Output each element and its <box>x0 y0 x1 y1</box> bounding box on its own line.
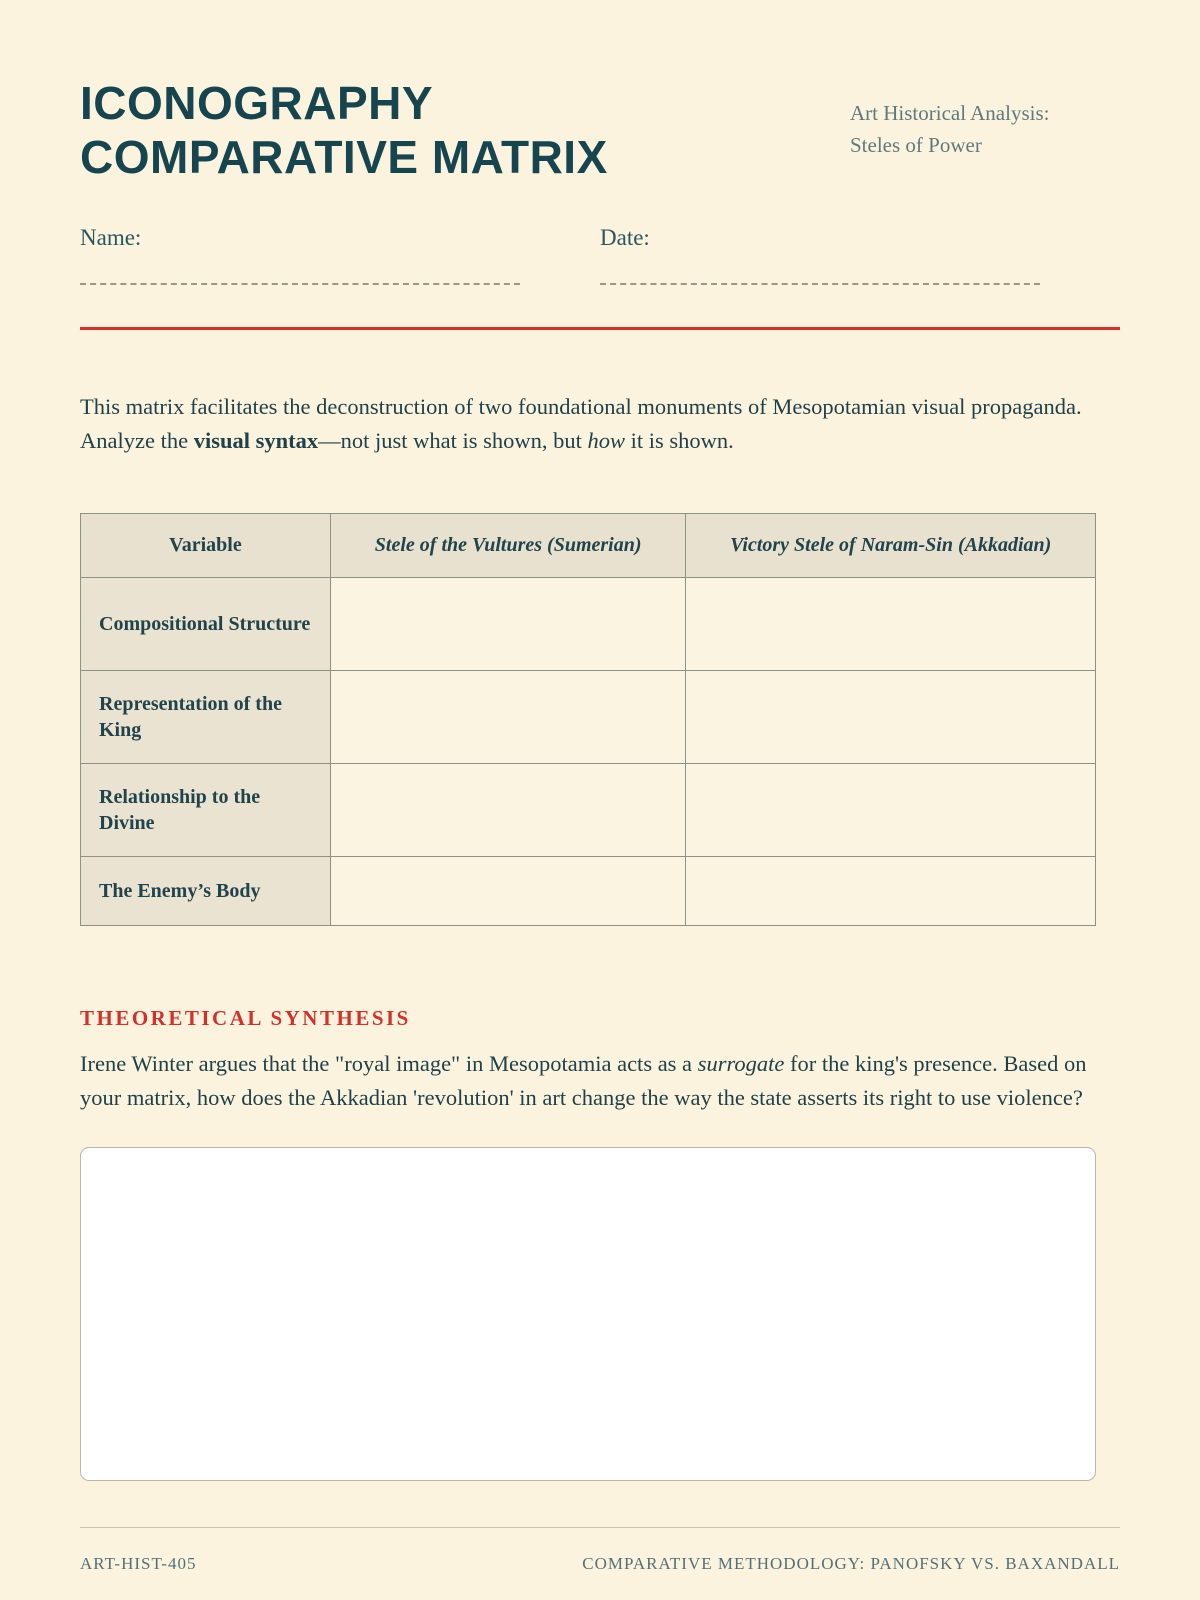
answer-cell-vultures-enemy[interactable] <box>330 857 686 926</box>
row-label-compositional-structure: Compositional Structure <box>81 578 331 671</box>
table-row <box>81 578 1096 671</box>
answer-cell-naramsin-divine[interactable] <box>686 764 1096 857</box>
synthesis-prompt-italic: surrogate <box>697 1051 785 1077</box>
comparison-matrix-table <box>80 513 1096 926</box>
header <box>80 76 1120 185</box>
red-divider <box>80 327 1120 330</box>
course-subtitle <box>850 98 1120 161</box>
answer-cell-naramsin-enemy[interactable] <box>686 857 1096 926</box>
page-title-line2: COMPARATIVE MATRIX <box>80 131 608 184</box>
intro-text-3: it is shown. <box>625 428 734 454</box>
intro-text-2: —not just what is shown, but <box>318 428 588 454</box>
intro-paragraph <box>80 390 1120 460</box>
name-input-line[interactable] <box>80 251 520 285</box>
date-input-line[interactable] <box>600 251 1040 285</box>
theoretical-synthesis-heading: THEORETICAL SYNTHESIS <box>80 1006 411 1031</box>
column-header-naramsin: Victory Stele of Naram-Sin (Akkadian) <box>686 514 1096 578</box>
row-label-enemys-body: The Enemy’s Body <box>81 857 331 926</box>
table-header-row <box>81 514 1096 578</box>
date-field-block <box>600 225 1040 285</box>
page-title <box>80 76 608 185</box>
row-label-representation-king: Representation of the King <box>81 671 331 764</box>
synthesis-prompt <box>80 1047 1120 1115</box>
column-header-vultures: Stele of the Vultures (Sumerian) <box>330 514 686 578</box>
course-subtitle-line2: Steles of Power <box>850 132 982 157</box>
name-field-block <box>80 225 520 285</box>
synthesis-answer-textarea[interactable] <box>80 1147 1096 1481</box>
name-label: Name: <box>80 224 142 250</box>
footer <box>80 1528 1120 1574</box>
row-label-relationship-divine: Relationship to the Divine <box>81 764 331 857</box>
column-header-variable: Variable <box>81 514 331 578</box>
page-title-line1: ICONOGRAPHY <box>80 77 434 129</box>
answer-cell-vultures-compositional[interactable] <box>330 578 686 671</box>
intro-text: This matrix facilitates the deconstruction of two foundational monuments of Mesopotamian visual propaganda. Analyze the <box>80 393 1082 454</box>
table-row <box>81 671 1096 764</box>
answer-cell-naramsin-compositional[interactable] <box>686 578 1096 671</box>
intro-italic-term: how <box>587 428 626 454</box>
answer-cell-vultures-king[interactable] <box>330 671 686 764</box>
intro-bold-term: visual syntax <box>193 428 319 454</box>
table-row <box>81 764 1096 857</box>
footer-methodology: COMPARATIVE METHODOLOGY: PANOFSKY VS. BAXANDALL <box>582 1553 1120 1573</box>
name-date-row <box>80 225 1120 285</box>
date-label: Date: <box>600 224 650 250</box>
answer-cell-vultures-divine[interactable] <box>330 764 686 857</box>
table-row <box>81 857 1096 926</box>
synthesis-prompt-text-2: for the king's presence. Based on your matrix, how does the Akkadian 'revolution' in art change the way the state asserts its right to use violence? <box>80 1051 1087 1111</box>
answer-cell-naramsin-king[interactable] <box>686 671 1096 764</box>
synthesis-prompt-text: Irene Winter argues that the "royal image" in Mesopotamia acts as a <box>80 1051 698 1077</box>
course-subtitle-line1: Art Historical Analysis: <box>850 101 1050 125</box>
footer-course-code: ART-HIST-405 <box>80 1553 197 1573</box>
